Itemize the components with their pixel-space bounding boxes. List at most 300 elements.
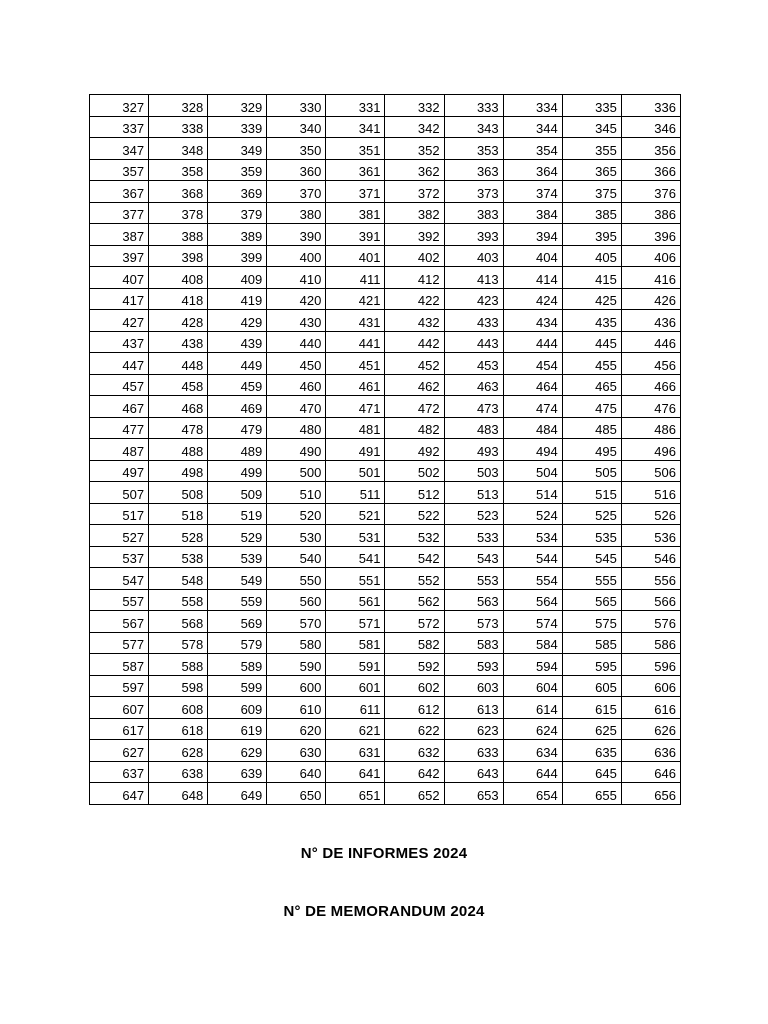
table-cell: 526	[621, 503, 680, 525]
table-cell: 611	[326, 697, 385, 719]
table-cell: 645	[562, 761, 621, 783]
table-cell: 467	[90, 396, 149, 418]
table-cell: 379	[208, 202, 267, 224]
table-cell: 621	[326, 718, 385, 740]
table-cell: 355	[562, 138, 621, 160]
table-cell: 343	[444, 116, 503, 138]
table-cell: 655	[562, 783, 621, 805]
table-cell: 402	[385, 245, 444, 267]
table-cell: 442	[385, 331, 444, 353]
table-cell: 427	[90, 310, 149, 332]
table-cell: 436	[621, 310, 680, 332]
table-cell: 579	[208, 632, 267, 654]
table-cell: 518	[149, 503, 208, 525]
table-cell: 548	[149, 568, 208, 590]
table-cell: 577	[90, 632, 149, 654]
table-cell: 640	[267, 761, 326, 783]
table-cell: 481	[326, 417, 385, 439]
table-cell: 525	[562, 503, 621, 525]
table-cell: 456	[621, 353, 680, 375]
table-cell: 634	[503, 740, 562, 762]
table-cell: 476	[621, 396, 680, 418]
table-cell: 432	[385, 310, 444, 332]
table-cell: 415	[562, 267, 621, 289]
table-cell: 614	[503, 697, 562, 719]
table-cell: 373	[444, 181, 503, 203]
table-cell: 547	[90, 568, 149, 590]
table-cell: 578	[149, 632, 208, 654]
table-cell: 407	[90, 267, 149, 289]
table-cell: 559	[208, 589, 267, 611]
table-cell: 571	[326, 611, 385, 633]
table-cell: 335	[562, 95, 621, 117]
table-cell: 516	[621, 482, 680, 504]
table-cell: 371	[326, 181, 385, 203]
table-cell: 483	[444, 417, 503, 439]
table-row	[90, 331, 681, 353]
table-cell: 445	[562, 331, 621, 353]
table-cell: 617	[90, 718, 149, 740]
memorandum-heading: N° DE MEMORANDUM 2024	[283, 903, 485, 920]
table-cell: 422	[385, 288, 444, 310]
table-cell: 462	[385, 374, 444, 396]
table-cell: 374	[503, 181, 562, 203]
table-cell: 418	[149, 288, 208, 310]
table-cell: 522	[385, 503, 444, 525]
table-cell: 482	[385, 417, 444, 439]
table-cell: 593	[444, 654, 503, 676]
table-cell: 626	[621, 718, 680, 740]
table-cell: 328	[149, 95, 208, 117]
table-cell: 544	[503, 546, 562, 568]
table-cell: 344	[503, 116, 562, 138]
table-cell: 532	[385, 525, 444, 547]
table-cell: 589	[208, 654, 267, 676]
table-cell: 531	[326, 525, 385, 547]
table-cell: 650	[267, 783, 326, 805]
table-cell: 403	[444, 245, 503, 267]
table-cell: 372	[385, 181, 444, 203]
table-cell: 399	[208, 245, 267, 267]
table-cell: 420	[267, 288, 326, 310]
table-cell: 552	[385, 568, 444, 590]
table-cell: 435	[562, 310, 621, 332]
table-cell: 414	[503, 267, 562, 289]
table-cell: 507	[90, 482, 149, 504]
table-cell: 451	[326, 353, 385, 375]
table-cell: 401	[326, 245, 385, 267]
table-cell: 647	[90, 783, 149, 805]
table-cell: 490	[267, 439, 326, 461]
table-row	[90, 783, 681, 805]
table-cell: 612	[385, 697, 444, 719]
table-cell: 542	[385, 546, 444, 568]
table-cell: 509	[208, 482, 267, 504]
table-cell: 384	[503, 202, 562, 224]
table-cell: 350	[267, 138, 326, 160]
table-cell: 535	[562, 525, 621, 547]
table-cell: 566	[621, 589, 680, 611]
table-cell: 469	[208, 396, 267, 418]
table-cell: 582	[385, 632, 444, 654]
table-row	[90, 353, 681, 375]
table-cell: 521	[326, 503, 385, 525]
table-cell: 586	[621, 632, 680, 654]
table-cell: 529	[208, 525, 267, 547]
table-cell: 458	[149, 374, 208, 396]
table-cell: 448	[149, 353, 208, 375]
table-cell: 493	[444, 439, 503, 461]
table-cell: 642	[385, 761, 444, 783]
table-cell: 502	[385, 460, 444, 482]
table-cell: 581	[326, 632, 385, 654]
table-cell: 504	[503, 460, 562, 482]
table-cell: 428	[149, 310, 208, 332]
table-cell: 425	[562, 288, 621, 310]
table-cell: 530	[267, 525, 326, 547]
table-cell: 386	[621, 202, 680, 224]
table-cell: 606	[621, 675, 680, 697]
table-cell: 473	[444, 396, 503, 418]
table-cell: 596	[621, 654, 680, 676]
table-cell: 576	[621, 611, 680, 633]
table-cell: 638	[149, 761, 208, 783]
table-cell: 644	[503, 761, 562, 783]
table-cell: 533	[444, 525, 503, 547]
table-cell: 478	[149, 417, 208, 439]
table-cell: 597	[90, 675, 149, 697]
table-cell: 440	[267, 331, 326, 353]
table-cell: 475	[562, 396, 621, 418]
table-cell: 622	[385, 718, 444, 740]
table-cell: 334	[503, 95, 562, 117]
table-cell: 569	[208, 611, 267, 633]
table-cell: 652	[385, 783, 444, 805]
table-cell: 619	[208, 718, 267, 740]
table-cell: 513	[444, 482, 503, 504]
table-row	[90, 482, 681, 504]
table-cell: 551	[326, 568, 385, 590]
table-cell: 536	[621, 525, 680, 547]
table-cell: 408	[149, 267, 208, 289]
table-cell: 563	[444, 589, 503, 611]
table-row	[90, 95, 681, 117]
table-cell: 336	[621, 95, 680, 117]
table-cell: 360	[267, 159, 326, 181]
table-cell: 365	[562, 159, 621, 181]
table-cell: 433	[444, 310, 503, 332]
table-row	[90, 181, 681, 203]
table-cell: 554	[503, 568, 562, 590]
table-cell: 565	[562, 589, 621, 611]
table-cell: 595	[562, 654, 621, 676]
table-cell: 479	[208, 417, 267, 439]
table-cell: 449	[208, 353, 267, 375]
table-cell: 583	[444, 632, 503, 654]
table-cell: 587	[90, 654, 149, 676]
table-cell: 623	[444, 718, 503, 740]
table-cell: 527	[90, 525, 149, 547]
table-cell: 480	[267, 417, 326, 439]
table-cell: 417	[90, 288, 149, 310]
table-row	[90, 740, 681, 762]
table-cell: 539	[208, 546, 267, 568]
table-cell: 643	[444, 761, 503, 783]
table-cell: 340	[267, 116, 326, 138]
table-cell: 347	[90, 138, 149, 160]
table-cell: 512	[385, 482, 444, 504]
table-cell: 377	[90, 202, 149, 224]
table-cell: 460	[267, 374, 326, 396]
table-row	[90, 224, 681, 246]
table-row	[90, 202, 681, 224]
table-row	[90, 439, 681, 461]
table-cell: 485	[562, 417, 621, 439]
table-cell: 339	[208, 116, 267, 138]
table-cell: 498	[149, 460, 208, 482]
table-cell: 394	[503, 224, 562, 246]
table-cell: 357	[90, 159, 149, 181]
table-cell: 627	[90, 740, 149, 762]
table-cell: 430	[267, 310, 326, 332]
table-row	[90, 546, 681, 568]
table-cell: 361	[326, 159, 385, 181]
table-cell: 381	[326, 202, 385, 224]
table-cell: 459	[208, 374, 267, 396]
table-cell: 411	[326, 267, 385, 289]
table-cell: 457	[90, 374, 149, 396]
table-cell: 426	[621, 288, 680, 310]
table-cell: 389	[208, 224, 267, 246]
table-row	[90, 267, 681, 289]
table-cell: 615	[562, 697, 621, 719]
table-cell: 429	[208, 310, 267, 332]
table-cell: 616	[621, 697, 680, 719]
table-cell: 557	[90, 589, 149, 611]
table-cell: 439	[208, 331, 267, 353]
table-cell: 553	[444, 568, 503, 590]
table-cell: 625	[562, 718, 621, 740]
table-cell: 461	[326, 374, 385, 396]
table-row	[90, 374, 681, 396]
table-cell: 503	[444, 460, 503, 482]
table-cell: 349	[208, 138, 267, 160]
table-row	[90, 116, 681, 138]
table-cell: 635	[562, 740, 621, 762]
table-cell: 345	[562, 116, 621, 138]
table-cell: 545	[562, 546, 621, 568]
table-cell: 506	[621, 460, 680, 482]
table-cell: 618	[149, 718, 208, 740]
table-row	[90, 310, 681, 332]
table-cell: 431	[326, 310, 385, 332]
table-row	[90, 460, 681, 482]
table-cell: 487	[90, 439, 149, 461]
table-cell: 632	[385, 740, 444, 762]
table-cell: 653	[444, 783, 503, 805]
table-cell: 387	[90, 224, 149, 246]
table-cell: 463	[444, 374, 503, 396]
table-cell: 342	[385, 116, 444, 138]
table-cell: 409	[208, 267, 267, 289]
table-cell: 496	[621, 439, 680, 461]
table-cell: 546	[621, 546, 680, 568]
table-cell: 354	[503, 138, 562, 160]
table-cell: 508	[149, 482, 208, 504]
table-cell: 380	[267, 202, 326, 224]
table-cell: 649	[208, 783, 267, 805]
table-cell: 541	[326, 546, 385, 568]
table-cell: 495	[562, 439, 621, 461]
table-cell: 603	[444, 675, 503, 697]
table-cell: 410	[267, 267, 326, 289]
table-cell: 356	[621, 138, 680, 160]
table-cell: 607	[90, 697, 149, 719]
table-cell: 620	[267, 718, 326, 740]
table-cell: 454	[503, 353, 562, 375]
table-cell: 537	[90, 546, 149, 568]
table-cell: 446	[621, 331, 680, 353]
table-cell: 352	[385, 138, 444, 160]
table-row	[90, 396, 681, 418]
table-cell: 348	[149, 138, 208, 160]
table-cell: 515	[562, 482, 621, 504]
table-cell: 452	[385, 353, 444, 375]
table-row	[90, 632, 681, 654]
table-cell: 437	[90, 331, 149, 353]
table-cell: 550	[267, 568, 326, 590]
table-cell: 471	[326, 396, 385, 418]
table-cell: 656	[621, 783, 680, 805]
table-cell: 570	[267, 611, 326, 633]
table-cell: 466	[621, 374, 680, 396]
table-cell: 341	[326, 116, 385, 138]
table-cell: 574	[503, 611, 562, 633]
table-row	[90, 697, 681, 719]
table-cell: 630	[267, 740, 326, 762]
table-cell: 385	[562, 202, 621, 224]
table-cell: 598	[149, 675, 208, 697]
table-cell: 488	[149, 439, 208, 461]
table-cell: 573	[444, 611, 503, 633]
table-cell: 520	[267, 503, 326, 525]
table-cell: 398	[149, 245, 208, 267]
table-cell: 424	[503, 288, 562, 310]
table-cell: 395	[562, 224, 621, 246]
table-cell: 468	[149, 396, 208, 418]
informes-heading: N° DE INFORMES 2024	[300, 845, 468, 862]
table-cell: 523	[444, 503, 503, 525]
table-cell: 388	[149, 224, 208, 246]
table-cell: 510	[267, 482, 326, 504]
table-row	[90, 288, 681, 310]
table-cell: 556	[621, 568, 680, 590]
table-cell: 331	[326, 95, 385, 117]
table-cell: 378	[149, 202, 208, 224]
table-cell: 641	[326, 761, 385, 783]
table-cell: 639	[208, 761, 267, 783]
table-cell: 413	[444, 267, 503, 289]
table-cell: 368	[149, 181, 208, 203]
table-cell: 540	[267, 546, 326, 568]
table-cell: 367	[90, 181, 149, 203]
table-cell: 514	[503, 482, 562, 504]
table-cell: 477	[90, 417, 149, 439]
table-cell: 631	[326, 740, 385, 762]
table-cell: 651	[326, 783, 385, 805]
table-cell: 590	[267, 654, 326, 676]
table-cell: 464	[503, 374, 562, 396]
table-cell: 585	[562, 632, 621, 654]
table-cell: 450	[267, 353, 326, 375]
table-cell: 534	[503, 525, 562, 547]
table-cell: 351	[326, 138, 385, 160]
table-cell: 543	[444, 546, 503, 568]
table-cell: 654	[503, 783, 562, 805]
table-cell: 500	[267, 460, 326, 482]
table-cell: 575	[562, 611, 621, 633]
table-row	[90, 503, 681, 525]
table-row	[90, 525, 681, 547]
table-cell: 353	[444, 138, 503, 160]
table-cell: 567	[90, 611, 149, 633]
table-cell: 376	[621, 181, 680, 203]
table-cell: 594	[503, 654, 562, 676]
table-cell: 332	[385, 95, 444, 117]
table-cell: 333	[444, 95, 503, 117]
table-cell: 382	[385, 202, 444, 224]
table-cell: 327	[90, 95, 149, 117]
table-cell: 434	[503, 310, 562, 332]
table-cell: 648	[149, 783, 208, 805]
table-cell: 455	[562, 353, 621, 375]
table-row	[90, 761, 681, 783]
table-row	[90, 138, 681, 160]
table-cell: 608	[149, 697, 208, 719]
table-cell: 524	[503, 503, 562, 525]
table-cell: 375	[562, 181, 621, 203]
table-row	[90, 611, 681, 633]
table-cell: 390	[267, 224, 326, 246]
table-cell: 470	[267, 396, 326, 418]
table-cell: 519	[208, 503, 267, 525]
table-cell: 404	[503, 245, 562, 267]
table-cell: 393	[444, 224, 503, 246]
table-cell: 501	[326, 460, 385, 482]
table-cell: 599	[208, 675, 267, 697]
table-cell: 484	[503, 417, 562, 439]
table-row	[90, 718, 681, 740]
table-cell: 499	[208, 460, 267, 482]
table-cell: 486	[621, 417, 680, 439]
table-cell: 572	[385, 611, 444, 633]
table-cell: 560	[267, 589, 326, 611]
table-cell: 444	[503, 331, 562, 353]
table-cell: 568	[149, 611, 208, 633]
table-cell: 561	[326, 589, 385, 611]
table-cell: 405	[562, 245, 621, 267]
table-cell: 364	[503, 159, 562, 181]
table-cell: 412	[385, 267, 444, 289]
table-cell: 392	[385, 224, 444, 246]
table-cell: 396	[621, 224, 680, 246]
table-cell: 491	[326, 439, 385, 461]
table-row	[90, 589, 681, 611]
number-table-body	[90, 95, 681, 805]
table-cell: 362	[385, 159, 444, 181]
table-cell: 528	[149, 525, 208, 547]
table-cell: 592	[385, 654, 444, 676]
